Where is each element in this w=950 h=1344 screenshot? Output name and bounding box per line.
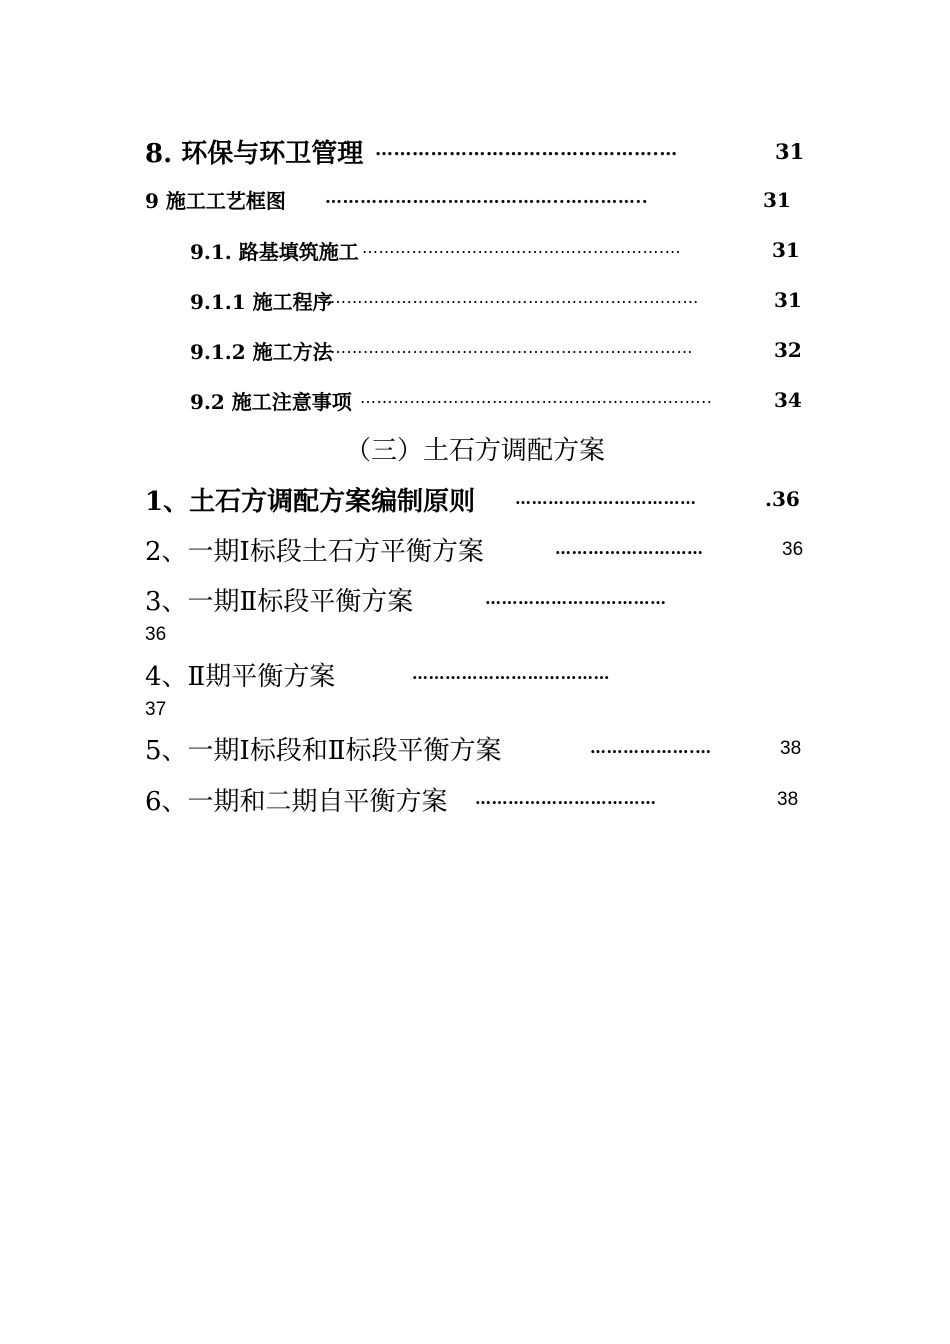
toc-page-number: .36: [765, 487, 800, 511]
toc-entry[interactable]: [145, 730, 502, 767]
toc-entry-label: 2、一期Ⅰ标段土石方平衡方案: [145, 537, 484, 567]
toc-page-number: 31: [774, 288, 802, 312]
toc-page-number: 38: [777, 789, 799, 810]
toc-entry[interactable]: [190, 286, 333, 315]
toc-entry-label: 9 施工工艺框图: [145, 189, 286, 213]
toc-page-number: 31: [772, 238, 800, 262]
toc-page-number: 34: [774, 388, 802, 412]
toc-page-number: 32: [774, 338, 802, 362]
toc-entry-label: 9.1.1 施工程序: [190, 290, 333, 314]
toc-entry[interactable]: [190, 386, 352, 415]
toc-entry-label: 1、土石方调配方案编制原则: [145, 487, 476, 517]
toc-page-number: 37: [145, 699, 167, 720]
toc-entry[interactable]: [145, 531, 484, 568]
toc-leader-dots: ……………………………: [485, 589, 667, 608]
toc-entry[interactable]: [145, 656, 335, 693]
toc-entry[interactable]: [145, 581, 413, 618]
toc-entry[interactable]: [190, 236, 359, 265]
toc-entry-label: 3、一期Ⅱ标段平衡方案: [145, 587, 414, 617]
toc-leader-dots: …………………………………..…………..: [325, 188, 649, 208]
section-heading: （三）土石方调配方案: [344, 436, 605, 466]
toc-leader-dots: …………………………………………………………: [330, 338, 693, 357]
toc-leader-dots: ……………………………: [515, 489, 697, 508]
toc-entry-label: 6、一期和二期自平衡方案: [145, 787, 448, 817]
toc-entry-label: 8. 环保与环卫管理: [145, 139, 364, 169]
toc-leader-dots: ……………………………………………….…: [362, 238, 682, 257]
toc-entry-label: 5、一期Ⅰ标段和Ⅱ标段平衡方案: [145, 736, 502, 766]
toc-leader-dots: ………………………………: [412, 664, 610, 683]
toc-leader-dots: ……………….…: [590, 738, 712, 757]
toc-leader-dots: ……………………………………………….……...…: [330, 288, 699, 307]
toc-entry[interactable]: [190, 336, 333, 365]
toc-entry[interactable]: [145, 481, 475, 518]
toc-entry[interactable]: [145, 185, 286, 214]
toc-entry[interactable]: [145, 781, 448, 818]
toc-entry-label: 4、Ⅱ期平衡方案: [145, 662, 336, 692]
toc-entry-label: 9.1.2 施工方法: [190, 340, 333, 364]
toc-page-number: 31: [763, 188, 791, 212]
toc-page-number: 31: [775, 139, 805, 164]
toc-entry[interactable]: [145, 133, 363, 170]
toc-page-number: 38: [780, 738, 802, 759]
toc-leader-dots: ………………………: [555, 539, 704, 558]
toc-leader-dots: ……………………………………….…: [375, 139, 678, 160]
toc-page-number: 36: [145, 624, 167, 645]
toc-entry-label: 9.1. 路基填筑施工: [190, 240, 359, 264]
toc-page-number: 36: [782, 539, 804, 560]
toc-leader-dots: …………………………………………………..…..: [360, 388, 713, 407]
toc-leader-dots: ……………………………: [475, 789, 657, 808]
toc-entry-label: 9.2 施工注意事项: [190, 390, 352, 414]
